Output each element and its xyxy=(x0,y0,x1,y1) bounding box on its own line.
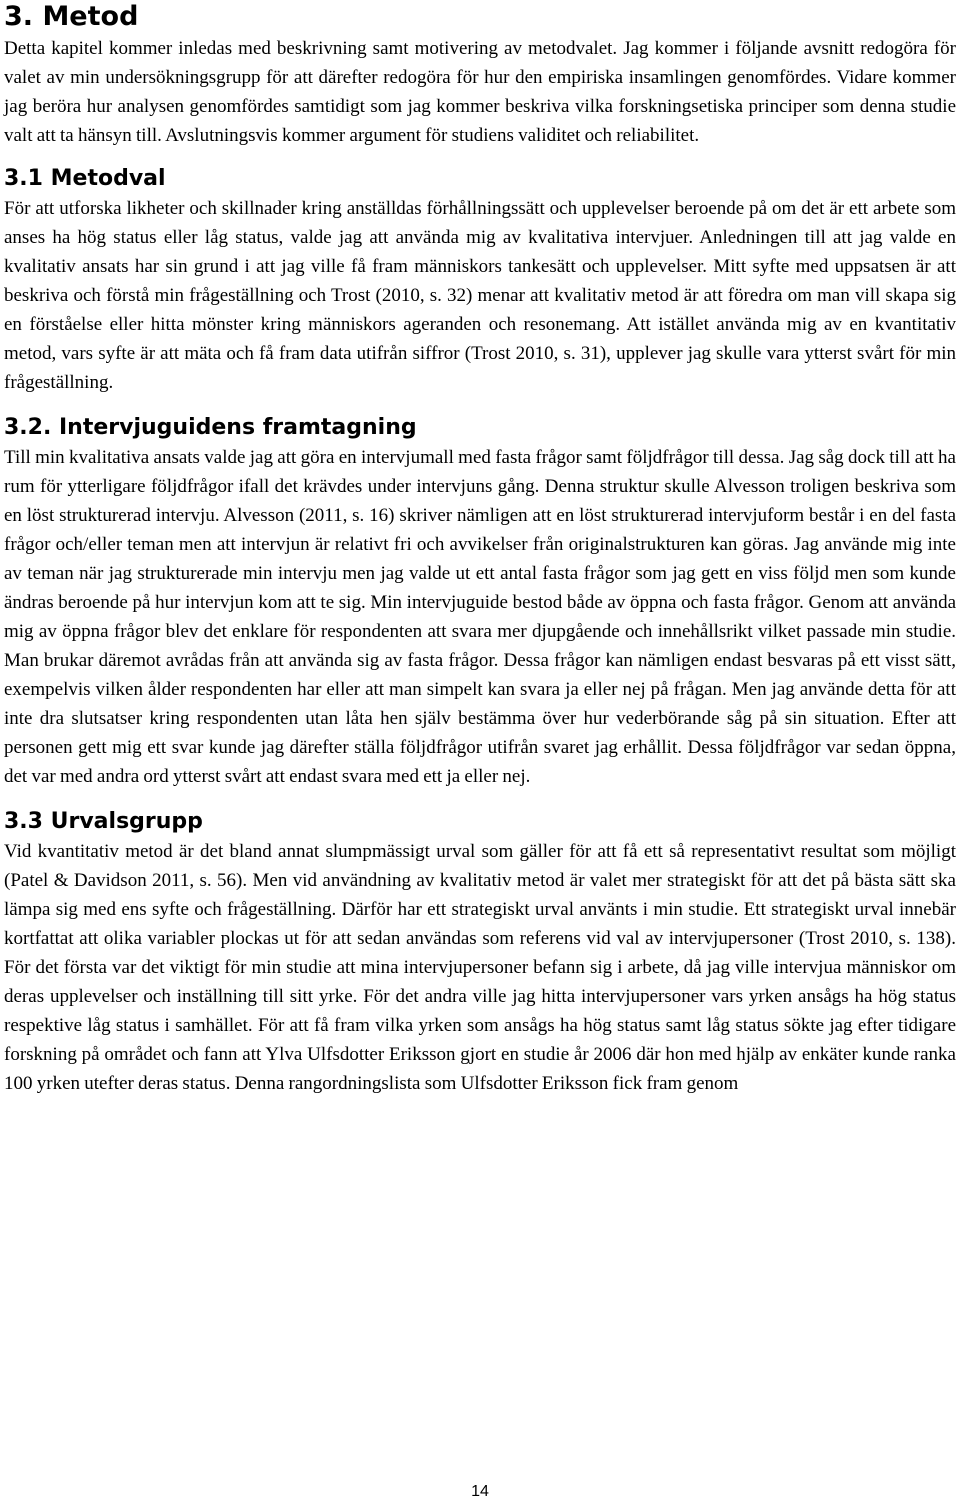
intro-paragraph: Detta kapitel kommer inledas med beskrivning samt motivering av metodvalet. Jag kommer i följande avsnitt redogöra för valet av min undersökningsgrupp för att därefter redogöra för hur den empiriska insamlingen genomfördes. Vidare kommer jag beröra hur analysen genomfördes samtidigt som jag kommer beskriva vilka forskningsetiska principer som denna studie valt att ta hänsyn till. Avslutningsvis kommer argument för studiens validitet och reliabilitet. xyxy=(4,38,956,146)
section-heading-metodval: 3.1 Metodval xyxy=(4,166,166,191)
chapter-heading: 3. Metod xyxy=(4,1,139,32)
section-heading-intervjuguide: 3.2. Intervjuguidens framtagning xyxy=(4,415,417,440)
section-paragraph-metodval: För att utforska likheter och skillnader kring anställdas förhållningssätt och upplevelser beroende på om det är ett arbete som anses ha hög status eller låg status, valde jag att använda mig av kvalitativa intervjuer. Anledningen till att jag valde en kvalitativ ansats har sin grund i att jag ville få fram människors tankesätt och upplevelser. Mitt syfte med uppsatsen är att beskriva och förstå min frågeställning och Trost (2010, s. 32) menar att kvalitativ metod är att föredra om man vill skapa sig en förståelse eller hitta mönster kring människors ageranden och resonemang. Att istället använda mig av en kvantitativ metod, vars syfte är att mäta och få fram data utifrån siffror (Trost 2010, s. 31), upplever jag skulle vara ytterst svårt för min frågeställning. xyxy=(4,198,956,393)
page-number: 14 xyxy=(471,1483,489,1500)
section-paragraph-intervjuguide: Till min kvalitativa ansats valde jag att göra en intervjumall med fasta frågor samt följdfrågor till dessa. Jag såg dock till att ha rum för ytterligare följdfrågor ifall det krävdes under intervjuns gång. Denna struktur skulle Alvesson troligen beskriva som en löst strukturerad intervju. Alvesson (2011, s. 16) skriver nämligen att en löst strukturerad intervjuform består i en del fasta frågor och/eller teman men att intervjun är relativt fri och avvikelser från originalstrukturen kan göras. Jag använde mig inte av teman när jag strukturerade min intervju men jag valde ut ett antal fasta frågor som jag gett en viss följd men som kunde ändras beroende på hur intervjun kom att te sig. Min intervjuguide bestod både av öppna och fasta frågor. Genom att använda mig av öppna frågor blev det enklare för respondenten att svara mer djupgående och innehållsrikt vilket passade min studie. Man brukar däremot avrådas från att använda sig av fasta frågor. Dessa frågor kan nämligen endast besvaras på ett visst sätt, exempelvis vilken ålder respondenten har eller att man simpelt kan svara ja eller nej på frågan. Men jag använde detta för att inte dra slutsatser kring respondenten utan låta hen själv bestämma över hur vederbörande såg på sin situation. Efter att personen gett mig ett svar kunde jag därefter ställa följdfrågor utifrån svaret jag erhållit. Dessa följdfrågor var sedan öppna, det var med andra ord ytterst svårt att endast svara med ett ja eller nej. xyxy=(4,447,956,787)
document-page xyxy=(4,0,956,1098)
section-heading-urvalsgrupp: 3.3 Urvalsgrupp xyxy=(4,809,203,834)
section-paragraph-urvalsgrupp: Vid kvantitativ metod är det bland annat slumpmässigt urval som gäller för att få ett så representativt resultat som möjligt (Patel & Davidson 2011, s. 56). Men vid användning av kvalitativ metod är valet mer strategiskt för att det på bästa sätt ska lämpa sig med ens syfte och frågeställning. Därför har ett strategiskt urval använts i min studie. Ett strategiskt urval innebär kortfattat att olika variabler plockas ut för att sedan användas som referens vid val av intervjupersoner (Trost 2010, s. 138). För det första var det viktigt för min studie att mina intervjupersoner befann sig i arbete, då jag ville intervjua människor om deras upplevelser och inställning till sitt yrke. För det andra ville jag hitta intervjupersoner vars yrken ansågs ha hög status respektive låg status i samhället. För att få fram vilka yrken som ansågs ha hög status samt låg status sökte jag efter tidigare forskning på området och fann att Ylva Ulfsdotter Eriksson gjort en studie år 2006 där hon med hjälp av enkäter kunde ranka 100 yrken utefter deras status. Denna rangordningslista som Ulfsdotter Eriksson fick fram genom xyxy=(4,841,956,1094)
